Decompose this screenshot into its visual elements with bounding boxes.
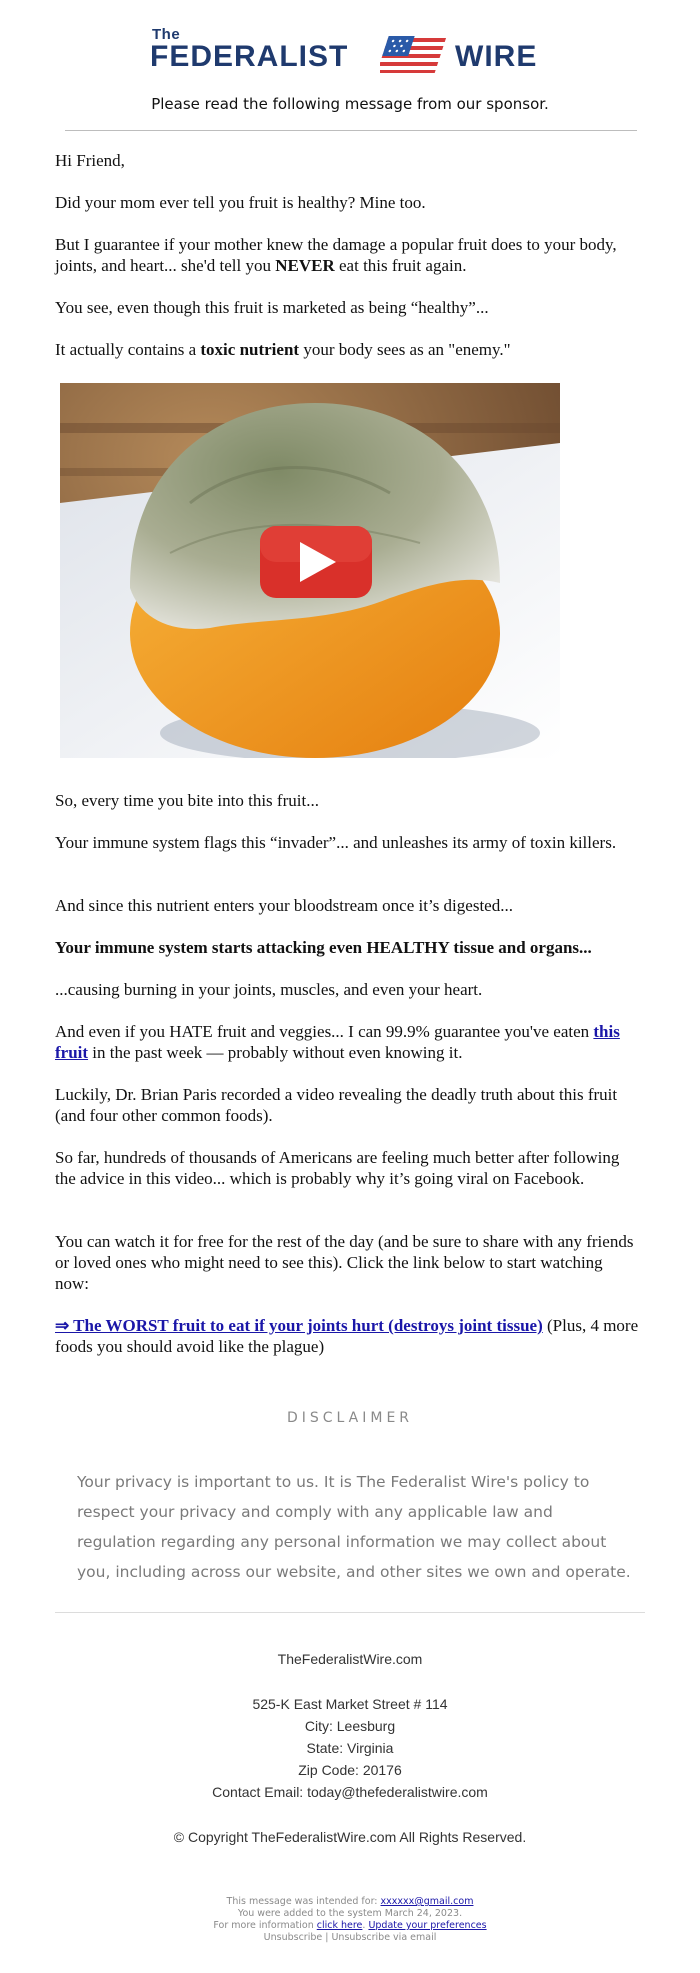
paragraph-6: Your immune system flags this “invader”... and unleashes its army of toxin killers. [55, 833, 617, 852]
cta-paragraph: ⇒ The WORST fruit to eat if your joints hurt (destroys joint tissue) (Plus, 4 more foods you should avoid like the plague) [55, 1316, 639, 1356]
footer-contact-email: Contact Email: today@thefederalistwire.com [212, 1784, 488, 1800]
paragraph-10: And even if you HATE fruit and veggies... I can 99.9% guarantee you've eaten this fruit in the past week — probably without even knowing it. [55, 1022, 620, 1062]
paragraph-4: It actually contains a toxic nutrient your body sees as an "enemy." [55, 340, 511, 359]
never-emphasis: NEVER [275, 256, 335, 275]
disclaimer-title: DISCLAIMER [286, 1410, 414, 1426]
paragraph-5: So, every time you bite into this fruit... [55, 791, 319, 810]
unsubscribe-link[interactable]: Unsubscribe [263, 1932, 323, 1943]
disclaimer-text: Your privacy is important to us. It is The Federalist Wire's policy to respect your privacy and comply with any applicable law and regulation regarding any personal information we may collect about you, including across our website, and other sites we own and operate. [77, 1473, 631, 1581]
paragraph-8: Your immune system starts attacking even HEALTHY tissue and organs... [55, 938, 592, 957]
paragraph-9: ...causing burning in your joints, muscles, and even your heart. [55, 980, 483, 999]
toxic-nutrient-emphasis: toxic nutrient [200, 340, 300, 359]
this-fruit-link[interactable]: this fruit [55, 1022, 620, 1062]
moldy-orange-image [60, 383, 560, 758]
header-divider [65, 130, 637, 131]
greeting: Hi Friend, [55, 151, 125, 170]
fineprint-unsubscribe: Unsubscribe | Unsubscribe via email [263, 1932, 437, 1943]
paragraph-11: Luckily, Dr. Brian Paris recorded a video revealing the deadly truth about this fruit (and four other common foods). [55, 1085, 618, 1125]
paragraph-7: And since this nutrient enters your bloodstream once it’s digested... [55, 896, 513, 915]
update-preferences-link[interactable]: Update your preferences [368, 1920, 487, 1931]
federalist-wire-logo[interactable] [150, 26, 550, 86]
paragraph-2: But I guarantee if your mother knew the damage a popular fruit does to your body, joints, and heart... she'd tell you NEVER eat this fruit again. [55, 235, 617, 275]
fineprint-more-info: For more information click here. Update your preferences [213, 1920, 487, 1931]
unsubscribe-via-email-link[interactable]: Unsubscribe via email [331, 1932, 437, 1943]
click-here-link[interactable]: click here [316, 1920, 363, 1931]
paragraph-1: Did your mom ever tell you fruit is healthy? Mine too. [55, 193, 426, 212]
footer-state: State: Virginia [306, 1740, 394, 1756]
worst-fruit-link[interactable]: ⇒ The WORST fruit to eat if your joints hurt (destroys joint tissue) [55, 1316, 543, 1335]
footer-city: City: Leesburg [304, 1718, 396, 1734]
footer-site: TheFederalistWire.com [277, 1651, 423, 1667]
footer-zip: Zip Code: 20176 [298, 1762, 402, 1778]
footer-copyright: © Copyright TheFederalistWire.com All Rights Reserved. [173, 1829, 527, 1845]
flag-icon [380, 32, 452, 76]
logo-word-wire: WIRE [455, 40, 538, 73]
fineprint-added: You were added to the system March 24, 2023. [237, 1908, 463, 1919]
fineprint-intended: This message was intended for: xxxxxx@gmail.com [226, 1896, 474, 1907]
footer-street: 525-K East Market Street # 114 [252, 1696, 448, 1712]
paragraph-3: You see, even though this fruit is marketed as being “healthy”... [55, 298, 489, 317]
paragraph-12: So far, hundreds of thousands of Americans are feeling much better after following the advice in this video... which is probably why it’s going viral on Facebook. [55, 1148, 620, 1188]
paragraph-13: You can watch it for free for the rest of the day (and be sure to share with any friends or loved ones who might need to see this). Click the link below to start watching now: [55, 1232, 634, 1293]
sponsor-notice: Please read the following message from our sponsor. [151, 95, 549, 113]
footer-divider [55, 1612, 645, 1613]
logo-word-federalist: FEDERALIST [150, 40, 349, 73]
logo-the: The [152, 26, 181, 43]
video-thumbnail[interactable] [60, 383, 560, 758]
recipient-email-link[interactable]: xxxxxx@gmail.com [380, 1896, 474, 1907]
play-button-icon[interactable] [260, 526, 372, 598]
